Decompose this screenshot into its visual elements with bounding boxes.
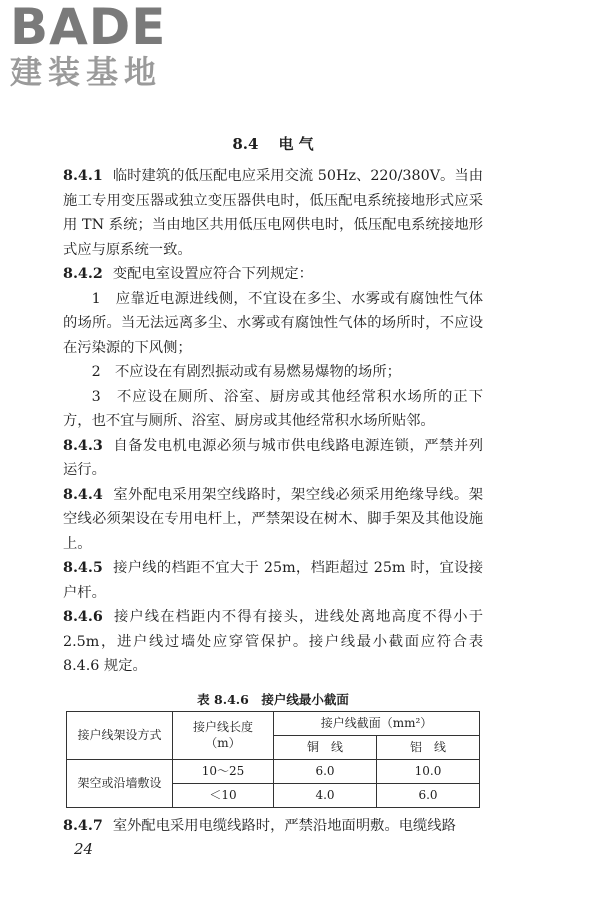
logo-subtitle: 建装基地 [10, 53, 163, 91]
page-number: 24 [74, 840, 94, 858]
cell-copper: 4.0 [274, 783, 377, 807]
clause-text: 临时建筑的低压配电应采用交流 50Hz、220/380V。当由施工专用变压器或独立变压器供电时，低压配电系统接地形式应采用 TN 系统；当由地区共用低压电网供电时，低压配电系统接地形式应与原系统一致。 [63, 168, 483, 258]
clause-number: 8.4.7 [63, 817, 103, 834]
clause-text: 接户线在档距内不得有接头，进线处离地高度不得小于 2.5m，进户线过墙处应穿管保护。接户线最小截面应符合表 8.4.6 规定。 [63, 609, 483, 674]
clause-number: 8.4.2 [63, 266, 103, 282]
clause-number: 8.4.6 [63, 609, 103, 625]
clause-text: 室外配电采用电缆线路时，严禁沿地面明敷。电缆线路 [112, 817, 456, 834]
document-body [63, 130, 483, 838]
header-length-unit: （m） [205, 736, 241, 750]
clause-8-4-7 [63, 814, 483, 839]
cell-aluminum: 6.0 [376, 783, 479, 807]
header-length-label: 接户线长度 [192, 720, 253, 734]
clause-number: 8.4.4 [63, 486, 103, 503]
clause-number: 8.4.5 [63, 560, 103, 576]
clause-text: 室外配电采用架空线路时，架空线必须采用绝缘导线。架空线必须架设在专用电杆上，严禁架设在树木、脚手架及其他设施上。 [63, 486, 483, 552]
cell-length: 10～25 [173, 759, 274, 783]
section-number: 8.4 [232, 135, 259, 153]
clause-text: 接户线的档距不宜大于 25m，档距超过 25m 时，宜设接户杆。 [63, 560, 483, 601]
cell-length: ＜10 [173, 783, 274, 807]
table-caption: 表 8.4.6 接户线最小截面 [197, 691, 349, 707]
header-copper: 铜 线 [274, 735, 377, 759]
header-length [173, 711, 274, 759]
clause-text: 变配电室设置应符合下列规定： [112, 266, 313, 282]
cell-copper: 6.0 [274, 759, 377, 783]
logo-wordmark: BADE [10, 0, 167, 56]
clause-8-4-4 [63, 483, 483, 557]
list-item: 3 不应设在厕所、浴室、厨房或其他经常积水场所的正下方，也不宜与厕所、浴室、厨房或其他经常积水场所贴邻。 [63, 388, 483, 429]
clause-8-4-5 [63, 556, 483, 605]
clause-number: 8.4.3 [63, 437, 103, 454]
section-title: 电 气 [278, 135, 314, 153]
header-section: 接户线截面（mm²） [274, 711, 480, 735]
list-item: 1 应靠近电源进线侧，不宜设在多尘、水雾或有腐蚀性气体的场所。当无法远离多尘、水雾或有腐蚀性气体的场所时，不应设在污染源的下风侧； [63, 290, 483, 356]
clause-8-4-1 [63, 164, 483, 262]
cell-aluminum: 10.0 [376, 759, 479, 783]
list-item: 2 不应设在有剧烈振动或有易燃易爆物的场所； [91, 364, 401, 380]
header-aluminum: 铝 线 [376, 735, 479, 759]
section-heading [63, 130, 483, 158]
clause-8-4-3 [63, 434, 483, 483]
clause-8-4-6 [63, 605, 483, 679]
clause-number: 8.4.1 [63, 168, 103, 184]
cell-method: 架空或沿墙敷设 [67, 759, 173, 807]
clause-8-4-2 [63, 262, 483, 287]
watermark-logo [10, 2, 210, 90]
service-drop-table [66, 711, 480, 808]
table-row [67, 759, 480, 783]
header-method: 接户线架设方式 [67, 711, 173, 759]
clause-text: 自备发电机电源必须与城市供电线路电源连锁，严禁并列运行。 [63, 437, 483, 478]
